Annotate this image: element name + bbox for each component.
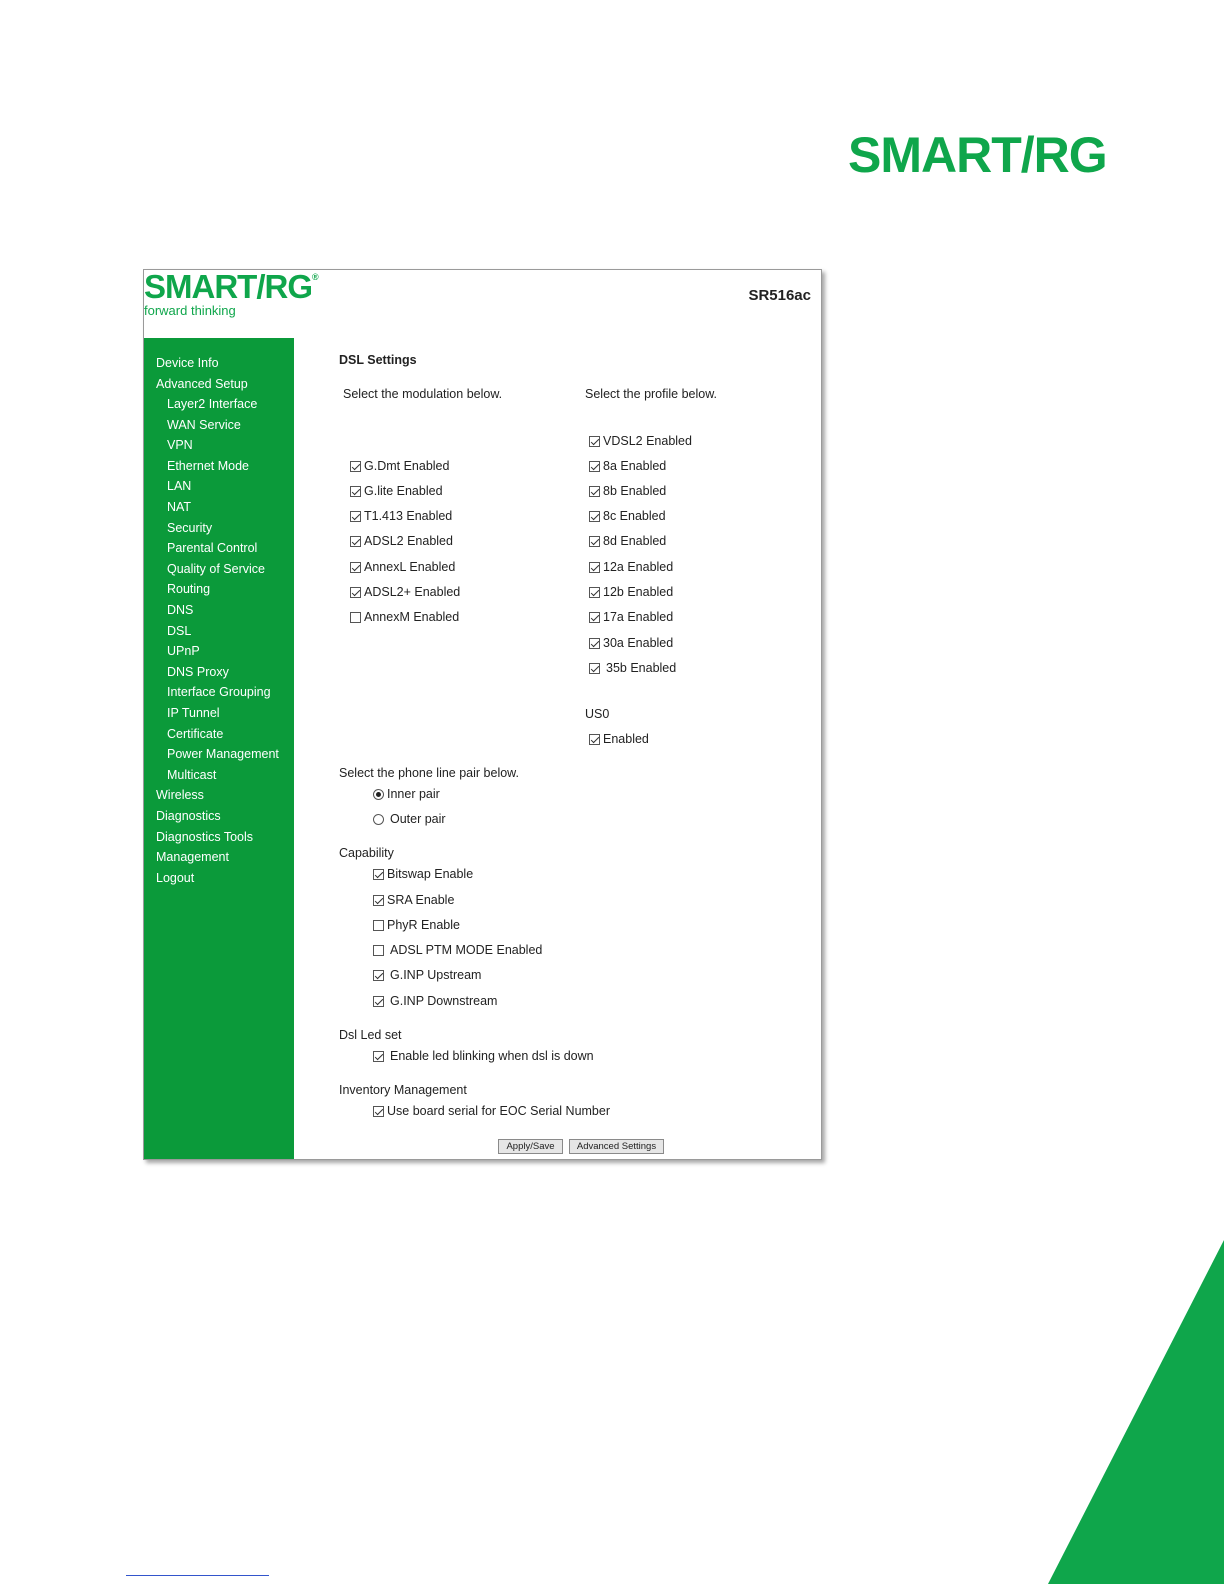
footer-link-underline	[126, 1575, 269, 1576]
sidebar-item-security[interactable]: Security	[167, 521, 213, 535]
board-serial-checkbox[interactable]	[373, 1104, 610, 1118]
modulation-gdmt-checkbox[interactable]	[350, 459, 449, 473]
checkbox-box[interactable]	[373, 1106, 384, 1117]
modulation-header: Select the modulation below.	[343, 387, 503, 401]
sidebar-item-nat[interactable]: NAT	[167, 500, 192, 514]
checkbox-box[interactable]	[350, 612, 361, 623]
sidebar-item-layer2-interface[interactable]: Layer2 Interface	[167, 397, 258, 411]
phone-pair-header: Select the phone line pair below.	[339, 766, 519, 780]
checkbox-label: 12b Enabled	[603, 585, 674, 599]
advanced-settings-button[interactable]: Advanced Settings	[569, 1139, 664, 1154]
profile-30a-checkbox[interactable]	[589, 636, 673, 650]
checkbox-box[interactable]	[350, 511, 361, 522]
checkbox-box[interactable]	[373, 895, 384, 906]
checkbox-label: 17a Enabled	[603, 610, 674, 624]
checkbox-box[interactable]	[589, 486, 600, 497]
checkbox-label: G.Dmt Enabled	[364, 459, 450, 473]
dsl-led-header: Dsl Led set	[339, 1028, 402, 1042]
checkbox-box[interactable]	[350, 562, 361, 573]
sidebar-item-wireless[interactable]: Wireless	[156, 788, 204, 802]
checkbox-label: SRA Enable	[387, 893, 455, 907]
sidebar-item-upnp[interactable]: UPnP	[167, 644, 200, 658]
router-ui-screenshot	[143, 269, 822, 1160]
capability-header: Capability	[339, 846, 394, 860]
sidebar-item-certificate[interactable]: Certificate	[167, 727, 224, 741]
modulation-annexm-checkbox[interactable]	[350, 610, 459, 624]
us0-enabled-checkbox[interactable]	[589, 732, 649, 746]
sidebar-item-ip-tunnel[interactable]: IP Tunnel	[167, 706, 220, 720]
sidebar-item-power-management[interactable]: Power Management	[167, 747, 279, 761]
modulation-glite-checkbox[interactable]	[350, 484, 443, 498]
dsl-settings-panel	[294, 338, 821, 1159]
checkbox-label: AnnexM Enabled	[364, 610, 460, 624]
checkbox-label: Enabled	[603, 732, 649, 746]
checkbox-label: 30a Enabled	[603, 636, 674, 650]
bitswap-checkbox[interactable]	[373, 867, 473, 881]
sidebar-item-wan-service[interactable]: WAN Service	[167, 418, 241, 432]
profile-17a-checkbox[interactable]	[589, 610, 673, 624]
model-name: SR516ac	[748, 287, 811, 304]
sidebar-nav	[144, 338, 294, 1159]
checkbox-label: PhyR Enable	[387, 918, 460, 932]
checkbox-box[interactable]	[373, 970, 384, 981]
checkbox-label: 8c Enabled	[603, 509, 666, 523]
sidebar-item-multicast[interactable]: Multicast	[167, 768, 217, 782]
checkbox-box[interactable]	[589, 436, 600, 447]
modulation-t1413-checkbox[interactable]	[350, 509, 452, 523]
ginp-upstream-checkbox[interactable]	[373, 968, 481, 982]
sidebar-item-diagnostics[interactable]: Diagnostics	[156, 809, 221, 823]
modulation-annexl-checkbox[interactable]	[350, 560, 455, 574]
app-logo-wordmark: SMART/RG®	[144, 269, 318, 305]
sidebar-item-advanced-setup[interactable]: Advanced Setup	[156, 377, 248, 391]
checkbox-label: ADSL2+ Enabled	[364, 585, 461, 599]
sidebar-item-parental-control[interactable]: Parental Control	[167, 541, 258, 555]
checkbox-label: G.INP Downstream	[390, 994, 498, 1008]
checkbox-box[interactable]	[589, 663, 600, 674]
profile-35b-checkbox[interactable]	[589, 661, 676, 675]
checkbox-label: T1.413 Enabled	[364, 509, 453, 523]
sidebar-item-logout[interactable]: Logout	[156, 871, 195, 885]
profile-8c-checkbox[interactable]	[589, 509, 666, 523]
sidebar-item-dns[interactable]: DNS	[167, 603, 194, 617]
checkbox-box[interactable]	[350, 536, 361, 547]
checkbox-box[interactable]	[350, 486, 361, 497]
profile-12a-checkbox[interactable]	[589, 560, 673, 574]
checkbox-box[interactable]	[589, 461, 600, 472]
sidebar-item-routing[interactable]: Routing	[167, 582, 211, 596]
checkbox-box[interactable]	[373, 945, 384, 956]
sidebar-item-diagnostics-tools[interactable]: Diagnostics Tools	[156, 830, 254, 844]
checkbox-label: 8b Enabled	[603, 484, 667, 498]
checkbox-label: G.INP Upstream	[390, 968, 482, 982]
apply-save-button[interactable]: Apply/Save	[498, 1139, 563, 1154]
adsl-ptm-mode-checkbox[interactable]	[373, 943, 542, 957]
checkbox-label: 8a Enabled	[603, 459, 667, 473]
led-blinking-checkbox[interactable]	[373, 1049, 594, 1063]
profile-vdsl2-checkbox[interactable]	[589, 434, 692, 448]
checkbox-box[interactable]	[589, 562, 600, 573]
sidebar-item-dsl[interactable]: DSL	[167, 624, 192, 638]
outer-pair-radio[interactable]	[373, 812, 446, 826]
checkbox-box[interactable]	[350, 461, 361, 472]
checkbox-label: VDSL2 Enabled	[603, 434, 692, 448]
checkbox-box[interactable]	[350, 587, 361, 598]
sra-checkbox[interactable]	[373, 893, 454, 907]
checkbox-box[interactable]	[373, 1051, 384, 1062]
sidebar-item-ethernet-mode[interactable]: Ethernet Mode	[167, 459, 249, 473]
app-logo-tagline: forward thinking	[144, 303, 236, 318]
checkbox-box[interactable]	[589, 536, 600, 547]
profile-header: Select the profile below.	[585, 387, 718, 401]
profile-8a-checkbox[interactable]	[589, 459, 666, 473]
checkbox-label: Bitswap Enable	[387, 867, 474, 881]
checkbox-label: 35b Enabled	[606, 661, 677, 675]
sidebar-item-quality-of-service[interactable]: Quality of Service	[167, 562, 265, 576]
sidebar-item-vpn[interactable]: VPN	[167, 438, 193, 452]
modulation-adsl2-checkbox[interactable]	[350, 534, 453, 548]
checkbox-label: 12a Enabled	[603, 560, 674, 574]
page-title: DSL Settings	[339, 353, 417, 367]
profile-8b-checkbox[interactable]	[589, 484, 666, 498]
sidebar-item-interface-grouping[interactable]: Interface Grouping	[167, 685, 271, 699]
checkbox-box[interactable]	[589, 734, 600, 745]
radio-label: Outer pair	[390, 812, 446, 826]
checkbox-label: ADSL2 Enabled	[364, 534, 453, 548]
checkbox-box[interactable]	[589, 638, 600, 649]
inventory-header: Inventory Management	[339, 1083, 467, 1097]
ginp-downstream-checkbox[interactable]	[373, 994, 497, 1008]
phyr-checkbox[interactable]	[373, 918, 460, 932]
checkbox-label: AnnexL Enabled	[364, 560, 456, 574]
radio-button[interactable]	[373, 789, 384, 800]
sidebar-item-lan[interactable]: LAN	[167, 479, 192, 493]
profile-8d-checkbox[interactable]	[589, 534, 666, 548]
page-logo: SMART/RG	[848, 127, 1107, 183]
sidebar-item-management[interactable]: Management	[156, 850, 229, 864]
radio-button[interactable]	[373, 814, 384, 825]
checkbox-label: Enable led blinking when dsl is down	[390, 1049, 594, 1063]
checkbox-label: G.lite Enabled	[364, 484, 443, 498]
checkbox-box[interactable]	[373, 996, 384, 1007]
modulation-adsl2plus-checkbox[interactable]	[350, 585, 460, 599]
checkbox-label: 8d Enabled	[603, 534, 667, 548]
checkbox-box[interactable]	[589, 511, 600, 522]
checkbox-box[interactable]	[373, 920, 384, 931]
checkbox-box[interactable]	[589, 612, 600, 623]
checkbox-label: Use board serial for EOC Serial Number	[387, 1104, 610, 1118]
sidebar-item-dns-proxy[interactable]: DNS Proxy	[167, 665, 229, 679]
us0-label: US0	[585, 707, 610, 721]
checkbox-box[interactable]	[373, 869, 384, 880]
checkbox-box[interactable]	[589, 587, 600, 598]
corner-triangle-decoration	[1040, 1240, 1224, 1584]
profile-12b-checkbox[interactable]	[589, 585, 673, 599]
inner-pair-radio[interactable]	[373, 787, 440, 801]
checkbox-label: ADSL PTM MODE Enabled	[390, 943, 543, 957]
sidebar-item-device-info[interactable]: Device Info	[156, 356, 219, 370]
radio-label: Inner pair	[387, 787, 440, 801]
